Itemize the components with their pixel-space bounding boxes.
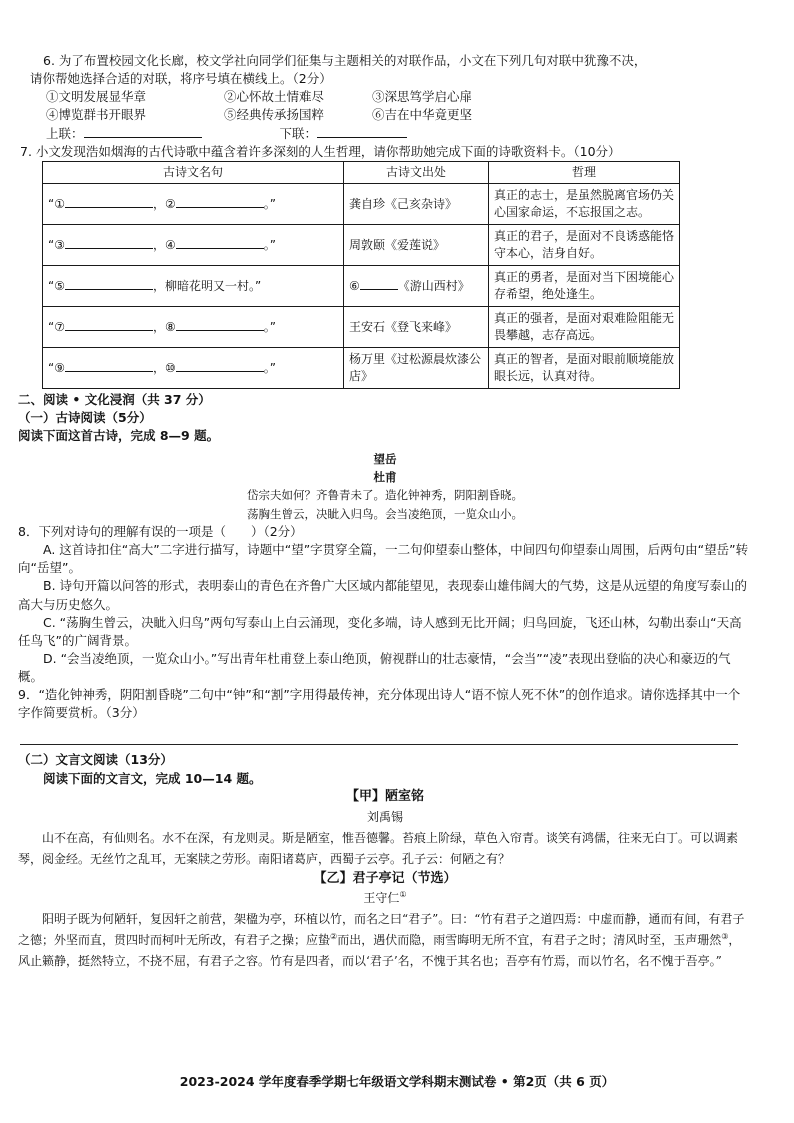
source-title: 《游山西村》 bbox=[397, 279, 470, 294]
q6-answer-line bbox=[18, 125, 752, 143]
answer-blank-2[interactable] bbox=[176, 195, 264, 208]
blank-separator: ，⑧ bbox=[152, 320, 176, 335]
classical-reading-title: （二）文言文阅读（13分） bbox=[18, 752, 173, 768]
quote-open: “⑨ bbox=[48, 361, 65, 376]
passage-jia bbox=[18, 788, 752, 870]
poem-line-2: 荡胸生曾云，决眦入归鸟。会当凌绝顶，一览众山小。 bbox=[247, 506, 523, 521]
q6-option-4: ④博览群书开眼界 bbox=[46, 107, 147, 123]
answer-blank-5[interactable] bbox=[65, 277, 153, 290]
poem-line-1: 岱宗夫如何？齐鲁青未了。造化钟神秀，阴阳割昏晓。 bbox=[247, 488, 523, 503]
poetry-info-card bbox=[42, 161, 680, 389]
card-philosophy-cell: 真正的强者，是面对艰难险阻能无畏攀越，志存高远。 bbox=[489, 307, 680, 348]
footnote-marker-1: ① bbox=[399, 890, 407, 900]
lower-couplet-label: 下联： bbox=[279, 125, 317, 141]
quote-open: “⑦ bbox=[48, 320, 65, 335]
q8-option-a: A. 这首诗扣住“高大”二字进行描写，诗题中“望”字贯穿全篇，一二句仰望泰山整体，中间四句仰望泰山周围，后两句由“望岳”转向“岳望”。 bbox=[18, 542, 749, 576]
q6-line1: 6. 为了布置校园文化长廊，校文学社向同学们征集与主题相关的对联作品，小文在下列几句对联中犹豫不决， bbox=[43, 53, 647, 68]
card-line-cell bbox=[43, 307, 344, 348]
answer-blank-9[interactable] bbox=[65, 359, 153, 372]
poetry-reading-title: （一）古诗阅读（5分） bbox=[18, 410, 152, 426]
question-6 bbox=[18, 52, 752, 143]
answer-blank-8[interactable] bbox=[176, 318, 264, 331]
card-philosophy-cell: 真正的志士，是虽然脱离官场仍关心国家命运，不忘报国之志。 bbox=[489, 184, 680, 225]
jia-author: 刘禹锡 bbox=[366, 809, 403, 824]
quote-open: “① bbox=[48, 197, 65, 212]
yi-text bbox=[18, 909, 752, 972]
q6-line2: 请你帮她选择合适的对联，将序号填在横线上。（2分） bbox=[30, 71, 332, 87]
answer-blank-4[interactable] bbox=[176, 236, 264, 249]
q8-option-d: D. “会当凌绝顶，一览众山小。”写出青年杜甫登上泰山绝顶，俯视群山的壮志豪情，“会当”“凌”表现出登临的决心和豪迈的气概。 bbox=[18, 650, 731, 685]
q6-option-5: ⑤经典传承扬国粹 bbox=[224, 107, 325, 123]
section-2-title: 二、阅读 • 文化浸润（共 37 分） bbox=[18, 392, 211, 408]
quote-close: 。” bbox=[263, 197, 276, 212]
answer-blank-3[interactable] bbox=[65, 236, 153, 249]
q6-options bbox=[18, 88, 752, 124]
card-source-cell: 王安石《登飞来峰》 bbox=[344, 307, 489, 348]
quote-open: “⑤ bbox=[48, 279, 65, 294]
card-line-cell bbox=[43, 266, 344, 307]
question-7 bbox=[18, 143, 752, 390]
yi-title: 【乙】君子亭记（节选） bbox=[313, 870, 457, 886]
q8-option-b: B. 诗句开篇以问答的形式，表明泰山的青色在齐鲁广大区域内都能望见，表现泰山雄伟阔大的气势，这是从远望的角度写泰山的高大与历史悠久。 bbox=[18, 578, 748, 612]
footnote-marker-2: ② bbox=[330, 932, 338, 942]
card-row bbox=[43, 225, 680, 266]
card-row bbox=[43, 266, 680, 307]
card-line-cell bbox=[43, 184, 344, 225]
quote-close: 。” bbox=[263, 238, 276, 253]
card-philosophy-cell: 真正的智者，是面对眼前顺境能放眼长远，认真对待。 bbox=[489, 348, 680, 389]
answer-blank-1[interactable] bbox=[65, 195, 153, 208]
card-line-cell bbox=[43, 348, 344, 389]
card-source-cell: 龚自珍《己亥杂诗》 bbox=[344, 184, 489, 225]
poem-author: 杜甫 bbox=[373, 469, 397, 484]
card-row bbox=[43, 348, 680, 389]
jia-text: 山不在高，有仙则名。水不在深，有龙则灵。斯是陋室，惟吾德馨。苔痕上阶绿，草色入帘青。谈笑有鸿儒，往来无白丁。可以调素琴，阅金经。无丝竹之乱耳，无案牍之劳形。南阳诸葛庐，西蜀子云亭。孔子云：何陋之有？ bbox=[18, 830, 739, 866]
blank-separator: ，⑩ bbox=[152, 361, 176, 376]
blank-separator: ，② bbox=[152, 197, 176, 212]
card-philosophy-cell: 真正的君子，是面对不良诱惑能恪守本心，洁身自好。 bbox=[489, 225, 680, 266]
q6-option-1: ①文明发展显华章 bbox=[46, 89, 147, 105]
q6-option-6: ⑥吉在中华竟更坚 bbox=[372, 107, 473, 123]
answer-blank-6[interactable] bbox=[360, 277, 398, 290]
card-row bbox=[43, 184, 680, 225]
quote-open: “③ bbox=[48, 238, 65, 253]
card-source-cell: 周敦颐《爱莲说》 bbox=[344, 225, 489, 266]
blank-separator: ，④ bbox=[152, 238, 176, 253]
poem-title: 望岳 bbox=[373, 451, 397, 466]
upper-couplet-blank[interactable] bbox=[84, 125, 202, 138]
answer-blank-7[interactable] bbox=[65, 318, 153, 331]
yi-text-part-2: 而出，遇伏而隐，雨雪晦明无所不宜，有君子之时；清风时至，玉声珊然 bbox=[337, 933, 722, 948]
card-philosophy-cell: 真正的勇者，是面对当下困境能心存希望，绝处逢生。 bbox=[489, 266, 680, 307]
passage-yi bbox=[18, 870, 752, 973]
question-9: 9．“造化钟神秀，阴阳割昏晓”二句中“钟”和“割”字用得最传神，充分体现出诗人“语不惊人死不休”的创作追求。请你选择其中一个字作简要赏析。（3分） bbox=[18, 687, 741, 721]
q6-option-3: ③深思笃学启心扉 bbox=[372, 89, 473, 105]
lower-couplet-blank[interactable] bbox=[317, 125, 407, 138]
card-source-cell: 杨万里《过松源晨炊漆公店》 bbox=[344, 348, 489, 389]
quote-close: 。” bbox=[263, 320, 276, 335]
given-line: ，柳暗花明又一村。” bbox=[152, 279, 262, 294]
upper-couplet-label: 上联： bbox=[46, 125, 84, 141]
quote-close: 。” bbox=[263, 361, 276, 376]
card-source-cell bbox=[344, 266, 489, 307]
question-8 bbox=[18, 523, 752, 686]
answer-blank-10[interactable] bbox=[176, 359, 264, 372]
page-footer: 2023-2024 学年度春季学期七年级语文学科期末测试卷 • 第2页（共 6 页） bbox=[179, 1074, 615, 1089]
card-line-cell bbox=[43, 225, 344, 266]
poetry-reading-instruction: 阅读下面这首古诗，完成 8—9 题。 bbox=[18, 428, 220, 444]
source-blank-label: ⑥ bbox=[349, 279, 360, 294]
section-divider bbox=[20, 744, 738, 745]
yi-author: 王守仁 bbox=[363, 891, 400, 906]
q7-intro: 7. 小文发现浩如烟海的古代诗歌中蕴含着许多深刻的人生哲理，请你帮助她完成下面的诗歌资料卡。（10分） bbox=[20, 143, 621, 159]
q8-stem: 8．下列对诗句的理解有误的一项是（ ）（2分） bbox=[18, 524, 303, 540]
footnote-marker-3: ③ bbox=[721, 932, 729, 942]
header-source: 古诗文出处 bbox=[344, 161, 489, 183]
jia-title: 【甲】陋室铭 bbox=[345, 788, 424, 804]
card-header-row bbox=[43, 161, 680, 183]
q8-option-c: C. “荡胸生曾云，决眦入归鸟”两句写泰山上白云涌现，变化多端，诗人感到无比开阔；归鸟回旋，飞还山林，勾勒出泰山“天高任鸟飞”的广阔背景。 bbox=[18, 614, 742, 648]
header-famous-lines: 古诗文名句 bbox=[43, 161, 344, 183]
classical-reading-instruction: 阅读下面的文言文，完成 10—14 题。 bbox=[43, 770, 262, 786]
card-row bbox=[43, 307, 680, 348]
yi-text-part-1: 阳明子既为何陋轩，复因轩之前营，架楹为亭，环植以竹，而名之曰“君子”。曰：“竹有君子之道四焉：中虚而静，通而有间，有君子之德；外坚而直，贯四时而柯叶无所改，有君子之操；应蛰 bbox=[18, 912, 745, 948]
poem-block bbox=[18, 450, 752, 524]
q6-option-2: ②心怀故土情难尽 bbox=[224, 89, 325, 105]
header-philosophy: 哲理 bbox=[489, 161, 680, 183]
yi-text-part-3: ，风止籁静，挺然特立，不挠不屈，有君子之容。竹有是四者，而以‘君子’名，不愧于其名也；吾亭有竹焉，而以竹名，名不愧于吾亭。” bbox=[18, 933, 741, 969]
yi-author-line bbox=[18, 888, 752, 909]
